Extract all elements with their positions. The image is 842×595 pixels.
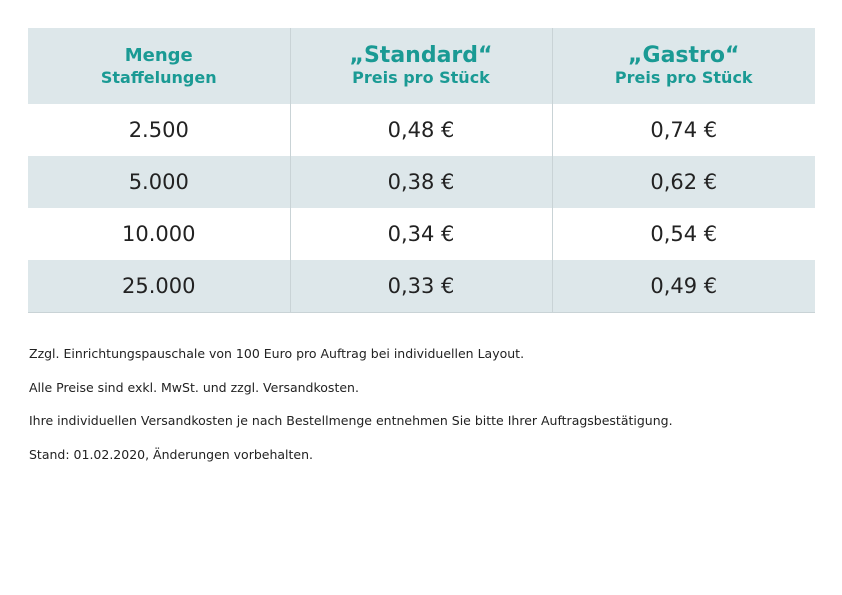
- cell-standard-price: 0,38 €: [290, 156, 552, 208]
- header-standard: [290, 28, 552, 104]
- table-row: [28, 260, 815, 312]
- header-gastro-subtitle: Preis pro Stück: [614, 68, 753, 87]
- header-gastro-title: „Gastro“: [628, 43, 740, 68]
- header-menge-subtitle: Staffelungen: [100, 68, 217, 87]
- cell-menge: 2.500: [128, 118, 189, 142]
- cell-menge: 25.000: [28, 260, 290, 312]
- note-date: Stand: 01.02.2020, Änderungen vorbehalten.: [29, 446, 314, 462]
- note-vat-shipping: Alle Preise sind exkl. MwSt. und zzgl. Versandkosten.: [29, 379, 359, 395]
- table-row: [28, 156, 815, 208]
- table-header-row: [28, 28, 815, 104]
- cell-standard-price: 0,33 €: [290, 260, 552, 312]
- cell-standard-price: 0,48 €: [290, 104, 552, 156]
- cell-gastro-price: 0,54 €: [552, 208, 815, 260]
- header-standard-title: „Standard“: [349, 43, 493, 68]
- note-setup-fee: Zzgl. Einrichtungspauschale von 100 Euro pro Auftrag bei individuellen Layout.: [29, 346, 525, 361]
- cell-gastro-price: 0,74 €: [552, 104, 815, 156]
- table-row: [28, 104, 815, 156]
- header-menge-title: Menge: [124, 45, 193, 66]
- cell-menge: 10.000: [122, 222, 196, 246]
- table-row: [28, 208, 815, 260]
- header-standard-subtitle: Preis pro Stück: [352, 68, 490, 87]
- header-menge: [28, 28, 290, 104]
- cell-gastro-price: 0,49 €: [552, 260, 815, 312]
- cell-gastro-price: 0,62 €: [552, 156, 815, 208]
- header-gastro: [552, 28, 815, 104]
- cell-standard-price: 0,34 €: [290, 208, 552, 260]
- cell-menge: 5.000: [128, 170, 189, 194]
- note-shipping-costs: Ihre individuellen Versandkosten je nach Bestellmenge entnehmen Sie bitte Ihrer Auftragsbestätigung.: [29, 413, 673, 428]
- price-table: [28, 28, 815, 313]
- footnotes: [29, 346, 809, 480]
